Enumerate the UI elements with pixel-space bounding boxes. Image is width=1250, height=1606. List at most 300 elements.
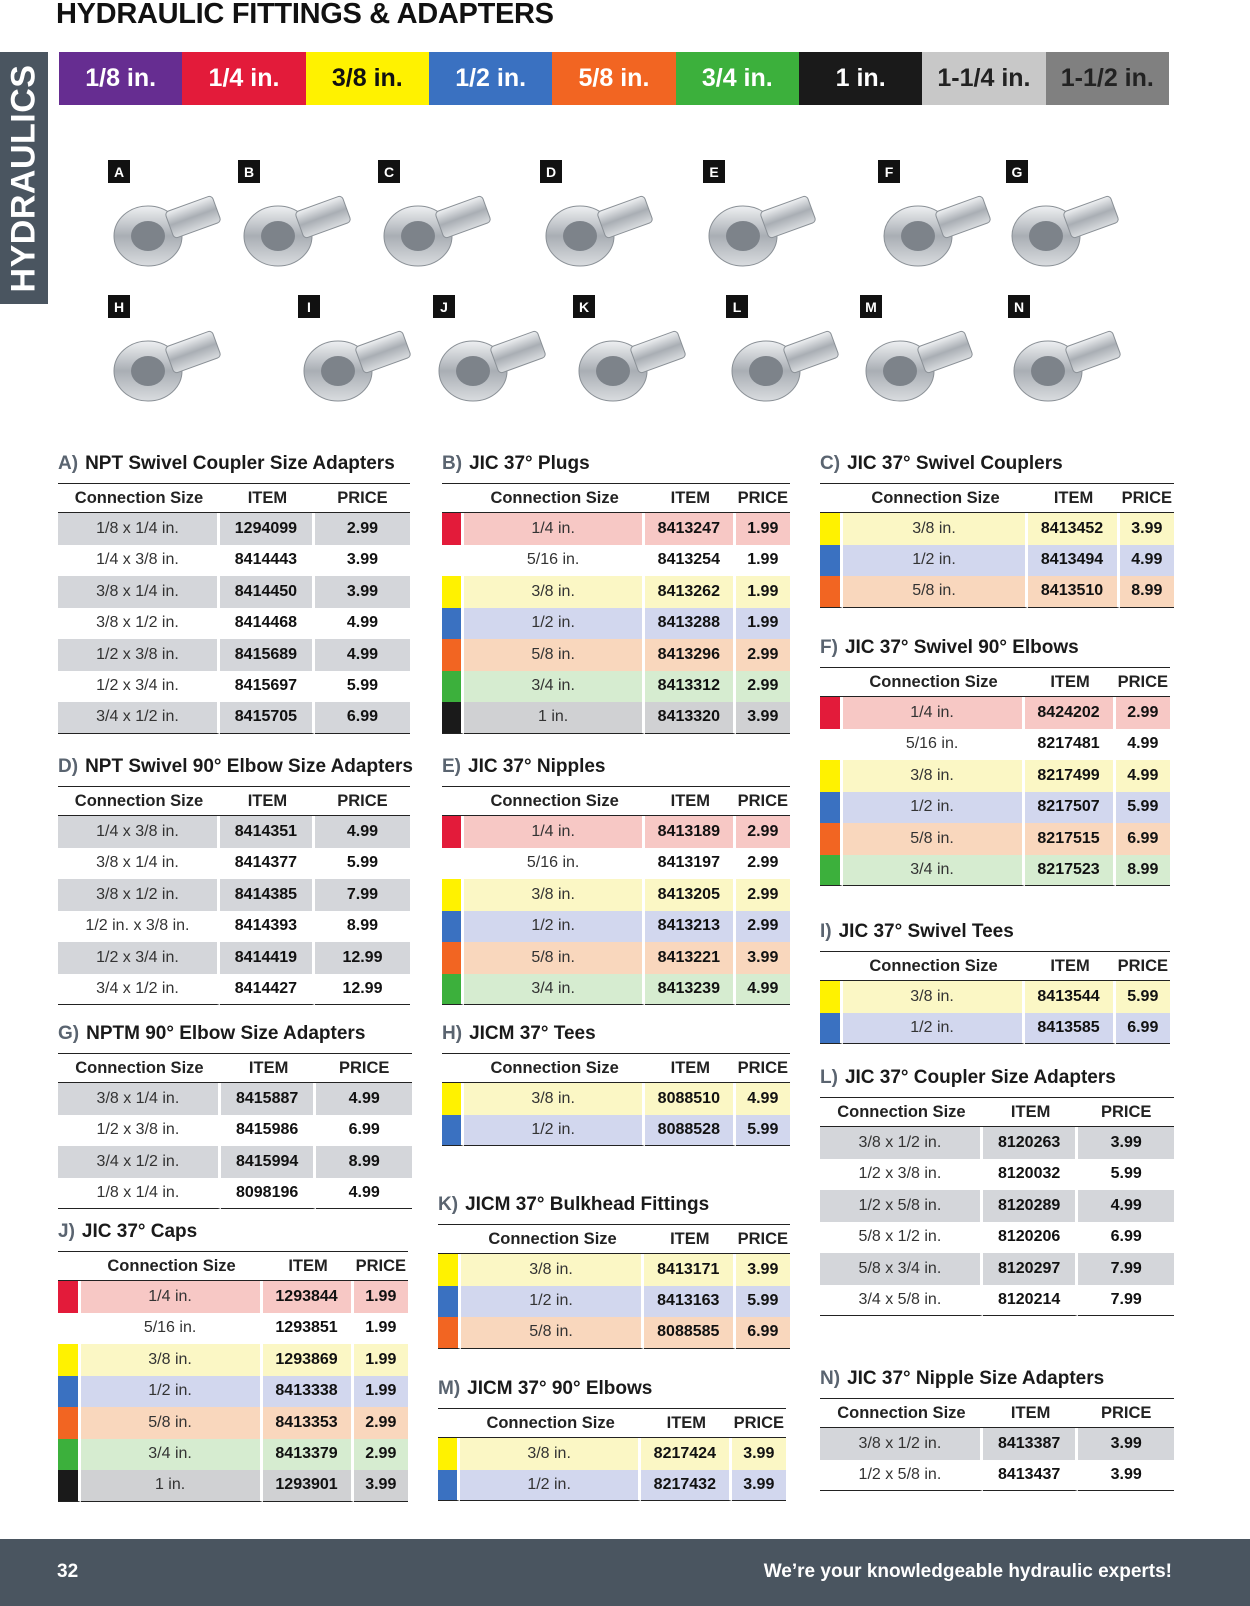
price-cell: 12.99 [315,974,410,1006]
section-letter: D) [58,756,79,777]
section-name: NPT Swivel 90° Elbow Size Adapters [85,756,413,777]
section-name: JIC 37° Swivel 90° Elbows [844,637,1079,658]
col-price: PRICE [736,786,790,816]
price-cell: 1.99 [354,1281,408,1313]
table-row [58,1083,412,1115]
col-price: PRICE [315,786,410,816]
price-cell: 5.99 [1116,792,1170,824]
col-connection-size: Connection Size [460,1408,641,1438]
section-letter: N) [820,1368,841,1389]
section-name: JIC 37° Swivel Tees [838,921,1014,942]
connection-size-cell: 1/4 x 3/8 in. [58,545,220,577]
item-number-cell: 8413379 [263,1439,354,1471]
connection-size-cell: 5/16 in. [81,1313,263,1345]
item-number-cell: 8120263 [983,1127,1079,1159]
price-cell: 4.99 [1078,1190,1174,1222]
price-cell: 2.99 [736,639,790,671]
section-letter: H) [442,1023,463,1044]
price-cell: 4.99 [1116,729,1170,761]
col-price: PRICE [1116,951,1170,981]
col-connection-size: Connection Size [843,667,1025,697]
connection-size-cell: 3/4 x 1/2 in. [58,702,220,734]
connection-size-cell: 5/8 in. [843,823,1025,855]
connection-size-cell: 1/2 in. [464,1115,645,1147]
connection-size-cell: 3/8 in. [843,760,1025,792]
item-number-cell: 8413288 [645,608,735,640]
section-c [820,451,1174,608]
price-cell: 5.99 [1078,1159,1174,1191]
col-price: PRICE [315,483,410,513]
price-table [58,1251,408,1502]
connection-size-cell: 3/8 x 1/4 in. [58,848,220,880]
item-number-cell: 8415887 [221,1083,317,1115]
side-tab [0,52,48,304]
table-row [442,702,790,734]
price-cell: 4.99 [315,639,410,671]
photo-letter: E [703,160,725,183]
item-number-cell: 8414385 [220,879,315,911]
price-table [820,1097,1174,1316]
item-number-cell: 8088528 [645,1115,735,1147]
size-color-swatch [58,1439,81,1471]
fitting-photo [714,283,844,403]
size-color-swatch [820,545,843,577]
size-color-swatch [442,879,464,911]
table-row [438,1286,790,1318]
table-row [442,848,790,880]
connection-size-cell: 1/2 in. x 3/8 in. [58,911,220,943]
price-cell: 3.99 [732,1438,786,1470]
table-row [58,1115,412,1147]
price-table [438,1408,786,1501]
price-cell: 5.99 [736,1115,790,1147]
price-cell: 6.99 [736,1317,790,1349]
col-connection-size: Connection Size [820,1097,983,1127]
price-cell: 2.99 [736,848,790,880]
footer-bar [0,1539,1250,1606]
table-row [820,1253,1174,1285]
price-table [442,1053,790,1146]
item-number-cell: 8413171 [644,1254,736,1286]
item-number-cell: 8413585 [1025,1013,1116,1045]
table-row [820,1190,1174,1222]
fitting-photo [848,283,978,403]
table-row [442,1083,790,1115]
connection-size-cell: 5/8 x 1/2 in. [820,1222,983,1254]
section-name: JIC 37° Nipple Size Adapters [847,1368,1105,1389]
col-item: ITEM [645,1053,735,1083]
item-number-cell: 8217515 [1025,823,1116,855]
size-color-swatch [442,942,464,974]
section-name: JICM 37° Bulkhead Fittings [465,1194,710,1215]
item-number-cell: 8120032 [983,1159,1079,1191]
col-item: ITEM [644,1224,736,1254]
item-number-cell: 8217523 [1025,855,1116,887]
table-row [820,760,1170,792]
table-row [442,608,790,640]
price-cell: 3.99 [1078,1127,1174,1159]
photo-letter: N [1008,295,1030,318]
section-letter: G) [58,1023,80,1044]
item-number-cell: 8413254 [645,545,735,577]
col-item: ITEM [263,1251,354,1281]
connection-size-cell: 1/2 x 5/8 in. [820,1460,983,1492]
table-row [442,942,790,974]
connection-size-cell: 3/8 in. [464,879,645,911]
table-row [820,1127,1174,1159]
connection-size-cell: 5/16 in. [843,729,1025,761]
size-color-swatch [442,513,464,545]
table-row [58,974,410,1006]
connection-size-cell: 5/8 in. [464,639,645,671]
price-table [58,786,410,1005]
section-letter: I) [820,921,832,942]
section-letter: E) [442,756,461,777]
item-number-cell: 8217507 [1025,792,1116,824]
col-connection-size: Connection Size [58,1053,221,1083]
item-number-cell: 8413163 [644,1286,736,1318]
size-color-swatch [438,1470,460,1502]
table-row [438,1438,786,1470]
price-table [820,951,1170,1044]
price-cell: 8.99 [316,1146,412,1178]
connection-size-cell: 3/8 in. [843,981,1025,1013]
item-number-cell: 8414351 [220,816,315,848]
price-cell: 2.99 [354,1439,408,1471]
size-color-swatch [442,608,464,640]
section-letter: M) [438,1378,461,1399]
photo-letter: D [540,160,562,183]
section-name: JICM 37° Tees [469,1023,596,1044]
swatch-header [442,483,464,513]
size-color-swatch [58,1407,81,1439]
price-cell: 1.99 [736,545,790,577]
connection-size-cell: 1/4 in. [843,697,1025,729]
item-number-cell: 8413353 [263,1407,354,1439]
section-name: NPT Swivel Coupler Size Adapters [85,453,395,474]
col-item: ITEM [221,1053,317,1083]
table-row [58,1344,408,1376]
size-color-swatch [820,855,843,887]
col-price: PRICE [736,483,790,513]
item-number-cell: 8413213 [645,911,735,943]
size-color-swatch [438,1317,461,1349]
section-title [820,1366,1174,1392]
table-row [58,1178,412,1210]
table-row [820,697,1170,729]
connection-size-cell: 1/4 in. [81,1281,263,1313]
section-title [58,1021,412,1047]
price-cell: 6.99 [1078,1222,1174,1254]
fitting-photo [994,148,1124,268]
price-cell: 5.99 [736,1286,790,1318]
connection-size-cell: 1/2 in. [464,911,645,943]
size-color-swatch [442,576,464,608]
item-number-cell: 8088510 [645,1083,735,1115]
item-number-cell: 8120214 [983,1285,1079,1317]
item-number-cell: 8413387 [983,1428,1079,1460]
table-row [442,513,790,545]
price-cell: 4.99 [736,1083,790,1115]
item-number-cell: 8413221 [645,942,735,974]
price-cell: 4.99 [315,608,410,640]
side-tab-label: HYDRAULICS [4,64,43,292]
col-item: ITEM [645,483,735,513]
size-color-swatch [58,1281,81,1313]
item-number-cell: 8415697 [220,671,315,703]
size-swatch: 3/4 in. [676,52,799,105]
price-table [820,1398,1174,1491]
item-number-cell: 8413437 [983,1460,1079,1492]
item-number-cell: 8413296 [645,639,735,671]
col-price: PRICE [732,1408,786,1438]
connection-size-cell: 1/4 in. [464,513,645,545]
item-number-cell: 8414450 [220,576,315,608]
section-n [820,1366,1174,1491]
product-photos [96,148,1176,424]
connection-size-cell: 3/8 in. [460,1438,641,1470]
section-d [58,754,413,1005]
item-number-cell: 8413239 [645,974,735,1006]
item-number-cell: 1293869 [263,1344,354,1376]
price-cell: 3.99 [736,1254,790,1286]
price-cell: 5.99 [315,671,410,703]
item-number-cell: 8413312 [645,671,735,703]
connection-size-cell: 5/8 x 3/4 in. [820,1253,983,1285]
col-price: PRICE [736,1224,790,1254]
size-color-swatch [58,1376,81,1408]
size-color-swatch [442,639,464,671]
item-number-cell: 8088585 [644,1317,736,1349]
price-cell: 1.99 [354,1376,408,1408]
table-row [820,545,1174,577]
col-item: ITEM [641,1408,731,1438]
table-row [820,1285,1174,1317]
section-letter: B) [442,453,463,474]
table-row [820,1428,1174,1460]
size-swatch: 1/4 in. [182,52,305,105]
item-number-cell: 8120289 [983,1190,1079,1222]
item-number-cell: 8415986 [221,1115,317,1147]
section-title [820,1065,1174,1091]
connection-size-cell: 3/8 in. [461,1254,644,1286]
footer-tagline: We’re your knowledgeable hydraulic experts! [763,1561,1172,1582]
section-e [442,754,790,1005]
connection-size-cell: 3/8 x 1/4 in. [58,1083,221,1115]
connection-size-cell: 1/8 x 1/4 in. [58,1178,221,1210]
price-cell: 8.99 [315,911,410,943]
price-cell: 6.99 [1116,823,1170,855]
table-row [820,1013,1170,1045]
price-cell: 5.99 [1116,981,1170,1013]
col-price: PRICE [316,1053,412,1083]
photo-letter: H [108,295,130,318]
connection-size-cell: 1/2 in. [843,1013,1025,1045]
size-color-swatch [58,1313,81,1345]
swatch-header [442,1053,464,1083]
fitting-photo [691,148,821,268]
swatch-header [438,1224,461,1254]
size-color-swatch [820,729,843,761]
page-number: 32 [57,1561,79,1582]
size-color-swatch [820,823,843,855]
fitting-photo [226,148,356,268]
table-row [58,1407,408,1439]
price-cell: 2.99 [736,911,790,943]
size-color-swatch [438,1254,461,1286]
table-row [442,879,790,911]
photo-letter: A [108,160,130,183]
item-number-cell: 8120206 [983,1222,1079,1254]
table-row [58,1313,408,1345]
price-cell: 6.99 [315,702,410,734]
price-cell: 3.99 [354,1470,408,1502]
connection-size-cell: 1/2 x 3/8 in. [58,639,220,671]
table-row [442,576,790,608]
col-price: PRICE [354,1251,408,1281]
item-number-cell: 8415705 [220,702,315,734]
table-row [58,702,410,734]
table-row [58,545,410,577]
section-letter: K) [438,1194,459,1215]
table-row [442,816,790,848]
item-number-cell: 8413544 [1025,981,1116,1013]
table-row [438,1470,786,1502]
fitting-photo [528,148,658,268]
col-connection-size: Connection Size [843,483,1027,513]
connection-size-cell: 1/2 in. [464,608,645,640]
item-number-cell: 8414419 [220,942,315,974]
price-table [820,667,1170,886]
section-f [820,635,1170,886]
item-number-cell: 8413247 [645,513,735,545]
price-cell: 3.99 [315,545,410,577]
swatch-header [442,786,464,816]
col-connection-size: Connection Size [464,483,645,513]
item-number-cell: 8217481 [1025,729,1116,761]
size-color-swatch [442,1083,464,1115]
item-number-cell: 8413452 [1028,513,1120,545]
price-cell: 6.99 [316,1115,412,1147]
price-cell: 4.99 [315,816,410,848]
connection-size-cell: 5/8 in. [464,942,645,974]
photo-letter: M [860,295,882,318]
item-number-cell: 8413338 [263,1376,354,1408]
connection-size-cell: 3/4 x 1/2 in. [58,974,220,1006]
table-row [442,671,790,703]
table-row [442,911,790,943]
table-row [820,823,1170,855]
size-color-swatch [820,576,843,608]
table-row [820,513,1174,545]
price-cell: 2.99 [1116,697,1170,729]
connection-size-cell: 1/2 in. [461,1286,644,1318]
swatch-header [438,1408,460,1438]
item-number-cell: 8217432 [641,1470,731,1502]
section-letter: C) [820,453,841,474]
section-name: JIC 37° Plugs [469,453,590,474]
connection-size-cell: 3/4 in. [843,855,1025,887]
connection-size-cell: 5/8 in. [843,576,1027,608]
col-connection-size: Connection Size [843,951,1025,981]
table-row [58,816,410,848]
price-cell: 1.99 [736,576,790,608]
table-row [58,1439,408,1471]
size-color-legend [59,52,1169,105]
item-number-cell: 8413320 [645,702,735,734]
connection-size-cell: 1/2 x 3/4 in. [58,942,220,974]
connection-size-cell: 1/8 x 1/4 in. [58,513,220,545]
size-color-swatch [442,848,464,880]
size-color-swatch [442,1115,464,1147]
col-item: ITEM [1025,951,1116,981]
connection-size-cell: 3/8 in. [843,513,1027,545]
fitting-photo [421,283,551,403]
price-cell: 3.99 [1120,513,1174,545]
size-swatch: 1-1/4 in. [922,52,1045,105]
col-connection-size: Connection Size [820,1398,983,1428]
col-connection-size: Connection Size [461,1224,644,1254]
section-name: JIC 37° Nipples [468,756,606,777]
col-connection-size: Connection Size [58,483,220,513]
col-price: PRICE [1116,667,1170,697]
price-cell: 2.99 [736,879,790,911]
fitting-photo [561,283,691,403]
size-color-swatch [820,981,843,1013]
fitting-photo [366,148,496,268]
col-connection-size: Connection Size [58,786,220,816]
connection-size-cell: 1/2 x 5/8 in. [820,1190,983,1222]
col-item: ITEM [220,786,315,816]
price-cell: 1.99 [736,608,790,640]
connection-size-cell: 3/4 in. [464,974,645,1006]
price-cell: 12.99 [315,942,410,974]
table-row [820,792,1170,824]
connection-size-cell: 3/8 in. [464,576,645,608]
photo-letter: B [238,160,260,183]
fitting-photo [286,283,416,403]
table-row [820,1222,1174,1254]
section-name: JICM 37° 90° Elbows [467,1378,653,1399]
table-row [58,513,410,545]
section-m [438,1376,786,1501]
table-row [820,1460,1174,1492]
item-number-cell: 8413197 [645,848,735,880]
size-swatch: 5/8 in. [552,52,675,105]
table-row [442,545,790,577]
connection-size-cell: 1/4 in. [464,816,645,848]
price-cell: 5.99 [315,848,410,880]
table-row [438,1317,790,1349]
price-cell: 3.99 [732,1470,786,1502]
size-color-swatch [442,545,464,577]
size-color-swatch [58,1344,81,1376]
connection-size-cell: 1/2 in. [81,1376,263,1408]
section-title [438,1192,790,1218]
size-color-swatch [442,816,464,848]
price-cell: 2.99 [736,816,790,848]
price-cell: 2.99 [736,671,790,703]
connection-size-cell: 3/4 x 5/8 in. [820,1285,983,1317]
section-title [442,754,790,780]
section-letter: J) [58,1221,75,1242]
price-cell: 7.99 [315,879,410,911]
col-price: PRICE [1078,1398,1174,1428]
photo-letter: F [878,160,900,183]
item-number-cell: 8413205 [645,879,735,911]
col-connection-size: Connection Size [81,1251,263,1281]
connection-size-cell: 3/8 in. [464,1083,645,1115]
